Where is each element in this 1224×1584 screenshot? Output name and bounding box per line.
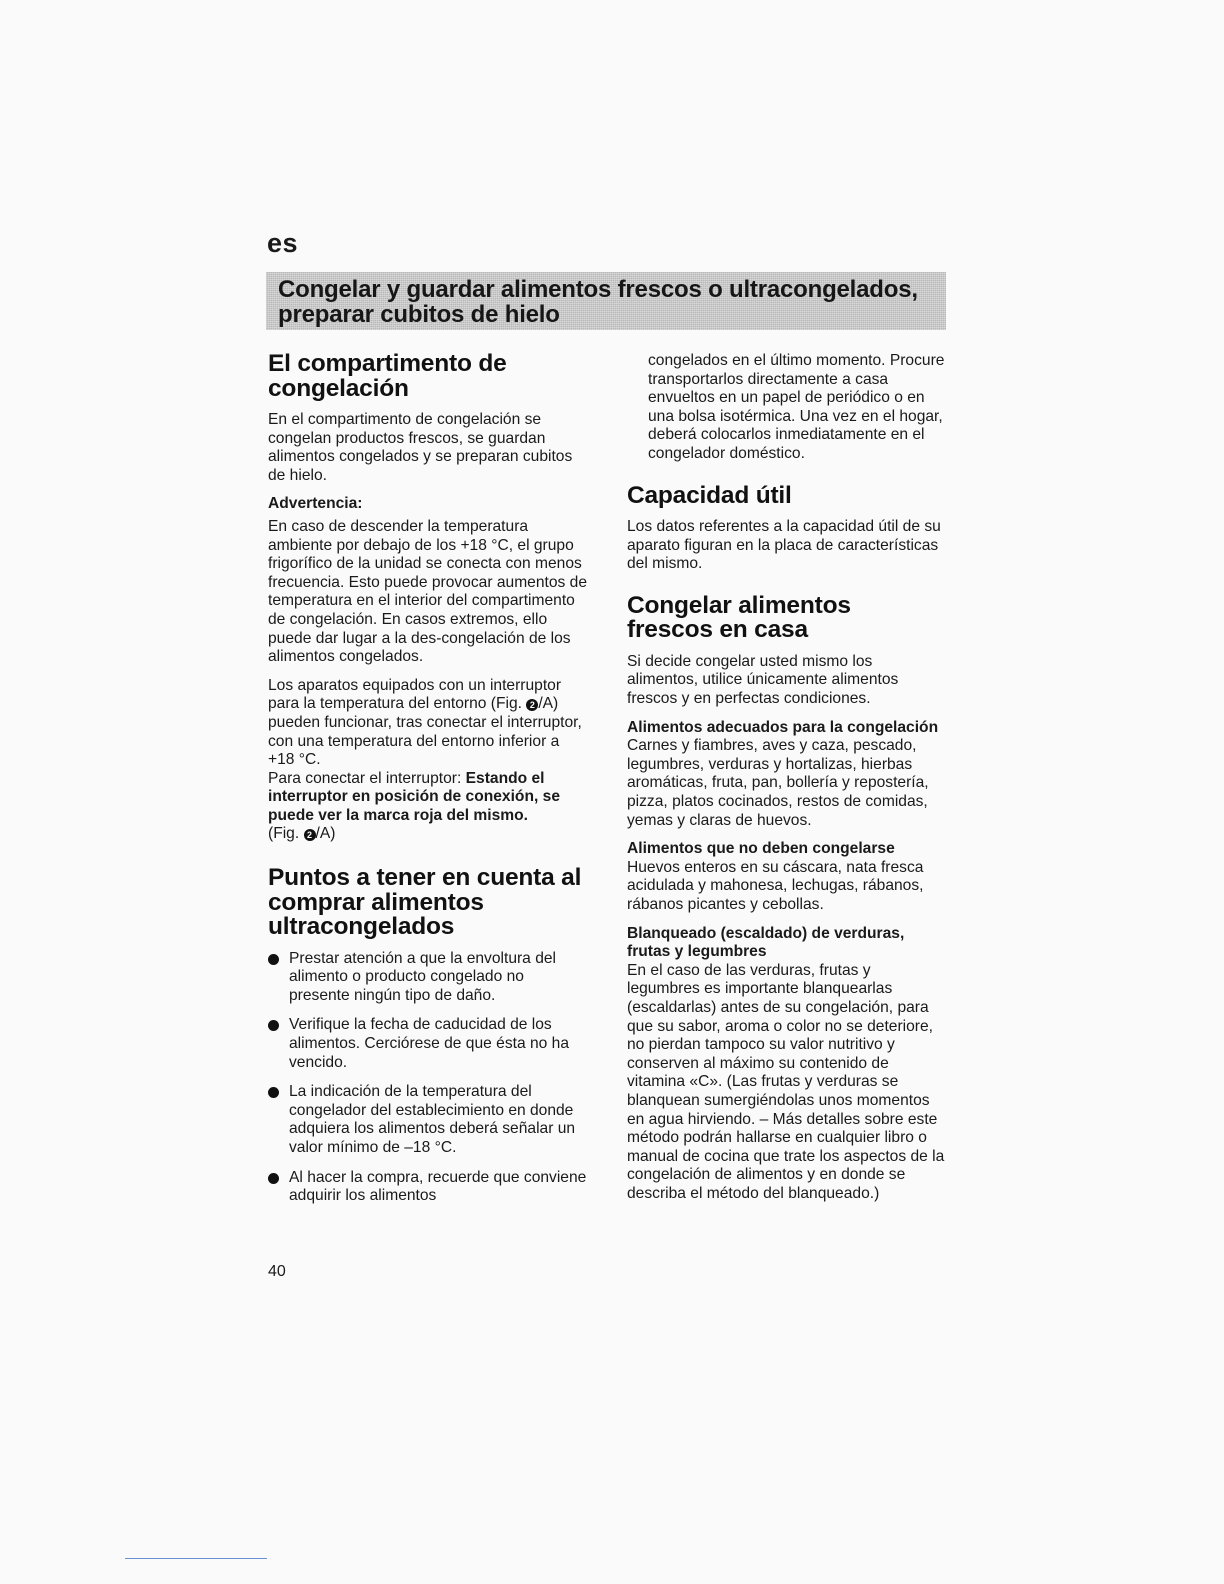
heading-compartimento: El compartimento de congelación <box>268 350 507 402</box>
bullet-icon <box>268 1020 279 1031</box>
tips-list <box>268 950 588 1206</box>
blanqueado-paragraph <box>627 925 947 1204</box>
blanqueado-title: Blanqueado (escaldado) de verduras, frutas y legumbres <box>627 924 905 961</box>
adecuados-paragraph <box>627 719 947 831</box>
right-column <box>627 352 947 1213</box>
section-title-line2: preparar cubitos de hielo <box>278 301 560 328</box>
list-item: La indicación de la temperatura del congelador del establecimiento en donde adquiera los alimentos deberá señalar un valor mínimo de –18 °C. <box>268 1083 588 1157</box>
intro-paragraph: En el compartimento de congelación se congelan productos frescos, se guardan alimentos congelados y se preparan cubitos de hielo. <box>268 411 573 484</box>
heading-congelar: Congelar alimentos frescos en casa <box>627 591 851 644</box>
adecuados-text: Carnes y fiambres, aves y caza, pescado, legumbres, verduras y hortalizas, hierbas aromáticas, fruta, pan, bollería y repostería, pizza, platos cocinados, restos de comidas, yemas y claras de huevos. <box>627 737 929 829</box>
section-title-line1: Congelar y guardar alimentos frescos o ultracongelados, <box>278 276 918 303</box>
figure-number-icon: 2 <box>526 699 538 711</box>
no-congelar-title: Alimentos que no deben congelarse <box>627 840 895 858</box>
figure-number-icon: 2 <box>304 829 316 841</box>
list-item: Prestar atención a que la envoltura del alimento o producto congelado no presente ningún tipo de daño. <box>268 950 588 1006</box>
continuation-paragraph: congelados en el último momento. Procure transportarlos directamente a casa envueltos en un papel de periódico o en una bolsa isotérmica. Una vez en el hogar, deberá colocarlos inmediatamente en el congelador doméstico. <box>648 352 945 462</box>
bullet-icon <box>268 1173 279 1184</box>
advertencia-title: Advertencia: <box>268 495 363 513</box>
advertencia-text: En caso de descender la temperatura ambiente por debajo de los +18 °C, el grupo frigorífico de la unidad se conecta con menos frecuencia. Esto puede provocar aumentos de temperatura en el interior del compartimento de congelación. En casos extremos, ello puede dar lugar a la des-congelación de los alimentos congelados. <box>268 517 588 666</box>
capacidad-paragraph: Los datos referentes a la capacidad útil de su aparato figuran en la placa de características del mismo. <box>627 518 941 573</box>
left-column <box>268 352 588 1217</box>
heading-capacidad: Capacidad útil <box>627 481 792 509</box>
section-title <box>278 277 946 327</box>
list-item: Verifique la fecha de caducidad de los alimentos. Cerciórese de que ésta no ha vencido. <box>268 1016 588 1072</box>
conectar-bold-text: Estando el interruptor en posición de conexión, se puede ver la marca roja del mismo. <box>268 769 560 824</box>
language-code: es <box>267 228 299 258</box>
bottom-divider <box>125 1558 267 1559</box>
fig-ref-b: /A) <box>315 825 336 843</box>
adecuados-title: Alimentos adecuados para la congelación <box>627 718 939 736</box>
heading-puntos: Puntos a tener en cuenta al comprar alimentos ultracongelados <box>268 864 582 941</box>
section-banner <box>266 272 946 330</box>
aparatos-paragraph <box>268 677 588 770</box>
conectar-text: Para conectar el interruptor: <box>268 769 462 787</box>
fig-ref-a: (Fig. <box>268 825 300 843</box>
aparatos-text-b: /A) pueden funcionar, tras conectar el interruptor, con una temperatura del entorno inferior a +18 °C. <box>268 695 582 769</box>
aparatos-text-a: Los aparatos equipados con un interruptor para la temperatura del entorno (Fig. <box>268 676 562 713</box>
congelar-paragraph: Si decide congelar usted mismo los alimentos, utilice únicamente alimentos frescos y en perfectas condiciones. <box>627 652 899 708</box>
bullet-icon <box>268 954 279 965</box>
no-congelar-text: Huevos enteros en su cáscara, nata fresca acidulada y mahonesa, lechugas, rábanos, rábanos picantes y cebollas. <box>627 858 924 913</box>
page-number: 40 <box>268 1263 286 1280</box>
bullet-icon <box>268 1087 279 1098</box>
conectar-paragraph <box>268 770 588 844</box>
no-congelar-paragraph <box>627 840 947 914</box>
list-item: Al hacer la compra, recuerde que conviene adquirir los alimentos <box>268 1169 588 1206</box>
blanqueado-text: En el caso de las verduras, frutas y legumbres es importante blanquearlas (escaldarlas) antes de su congelación, para que su sabor, aroma o color no se deteriore, no pierdan tampoco su valor nutritivo y conserven al máximo su contenido de vitamina «C». (Las frutas y verduras se blanquean sumergiéndolas unos momentos en agua hirviendo. – Más detalles sobre este método podrán hallarse en cualquier libro o manual de cocina que trate los aspectos de la congelación de alimentos y en donde se describa el método del blanqueado.) <box>627 961 945 1202</box>
